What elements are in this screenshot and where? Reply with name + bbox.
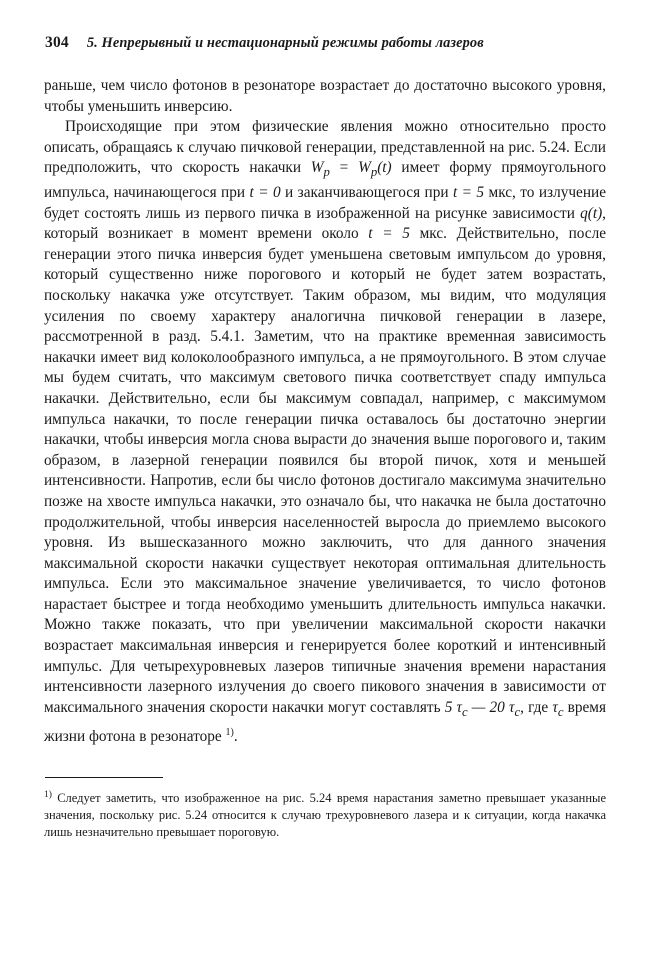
symbol-t-equals-5: t = 5 xyxy=(452,184,485,202)
symbol-Wp2-sub: p xyxy=(370,165,378,180)
paragraph-2-text-d: мкс, то излучение будет состоять лишь из первого пичка в изображенной на рисунке зависимости xyxy=(44,184,607,222)
symbol-t-equals-5b: t = 5 xyxy=(368,225,410,243)
paragraph-2-text-e: , который возникает в момент времени около xyxy=(44,204,606,243)
symbol-tau-range-dash: — 20 τ xyxy=(467,698,515,716)
symbol-equals: = xyxy=(329,159,359,177)
paragraph-2-text-c: и заканчивающегося при xyxy=(280,184,453,202)
symbol-tau-range-b-sub: c xyxy=(514,704,521,719)
paragraph-2-text-end: . xyxy=(233,727,238,745)
footnote-reference: 1) xyxy=(225,726,234,738)
symbol-tau-range-a: 5 τ xyxy=(444,698,462,716)
running-title: 5. Непрерывный и нестационарный режимы работы лазеров xyxy=(86,35,484,51)
symbol-tau: τ xyxy=(552,698,558,716)
footnote-separator xyxy=(45,777,163,778)
symbol-Wp: W xyxy=(310,159,324,177)
symbol-tau-range-a-sub: c xyxy=(461,704,468,719)
page-number: 304 xyxy=(45,34,69,51)
paragraph-1-text: раньше, чем число фотонов в резонаторе возрастает до достаточно высокого уровня, чтобы уменьшить инверсию. xyxy=(44,77,606,115)
body-text xyxy=(44,76,606,747)
symbol-tau-sub: c xyxy=(557,704,564,719)
symbol-of-t: (t) xyxy=(377,159,392,177)
paragraph-2-text-h: время жизни фотона в резонаторе xyxy=(44,698,607,745)
paragraph-2-text-f: мкс. Действительно, после генерации этого пичка инверсия будет уменьшена световым импульсом до уровня, который существенно ниже порогового и который не будет затем возрастать, поскольку накачка уже отсутствует. Таким образом, мы видим, что модуляция усиления по своему характеру аналогична пичковой генерации в лазере, рассмотренной в разд. 5.4.1. Заметим, что на практике временная зависимость накачки имеет вид колоколообразного импульса, а не прямоугольного. В этом случае мы будем считать, что максимум светового пичка соответствует спаду импульса накачки. Действительно, если бы максимум совпадал, например, с максимумом импульса накачки, то после генерации пичка оставалось бы достаточно энергии накачки, чтобы инверсия могла снова вырасти до значения выше порогового и, таким образом, в лазерной генерации появился бы второй пичок, хотя и меньшей интенсивности. Напротив, если бы число фотонов достигало максимума значительно позже на хвосте импульса накачки, это означало бы, что накачка не была достаточно продолжительной, чтобы инверсия населенностей выросла до приемлемо высокого уровня. Из вышесказанного можно заключить, что для данного значения максимальной скорости накачки существует некоторая оптимальная длительность импульса. Если это максимальное значение увеличивается, то число фотонов нарастает быстрее и тогда необходимо уменьшить длительность импульса накачки. Можно также показать, что при увеличении максимальной скорости накачки возрастает максимальная инверсия и генерируется более короткий и интенсивный импульс. Для четырехуровневых лазеров типичные значения времени нарастания интенсивности лазерного излучения до своего пикового значения в зависимости от максимального значения скорости накачки могут составлять xyxy=(44,225,607,716)
symbol-t-equals-0: t = 0 xyxy=(249,184,281,202)
symbol-Wp2: W xyxy=(358,159,371,177)
paragraph-2-text-a: Происходящие при этом физические явления можно относительно просто описать, обращаясь к случаю пичковой генерации, представленной на рис. 5.24. Если предположить, что скорость накачки xyxy=(44,118,606,177)
paragraph-1 xyxy=(44,76,606,117)
footnote-marker: 1) xyxy=(44,790,52,801)
symbol-q-of-t: q(t) xyxy=(580,204,603,222)
symbol-Wp-sub: p xyxy=(323,165,330,180)
footnote-text: Следует заметить, что изображенное на рис. 5.24 время нарастания заметно превышает указанные значения, поскольку рис. 5.24 относится к случаю трехуровневого лазера и к ситуации, когда накачка лишь незначительно превышает пороговую. xyxy=(44,791,606,839)
paragraph-2-text-b: имеет форму прямоугольного импульса, начинающегося при xyxy=(44,159,606,202)
paragraph-2-text-g: , где xyxy=(520,698,553,716)
footnote xyxy=(44,787,606,840)
paragraph-2 xyxy=(44,117,606,747)
page-header xyxy=(44,34,606,52)
